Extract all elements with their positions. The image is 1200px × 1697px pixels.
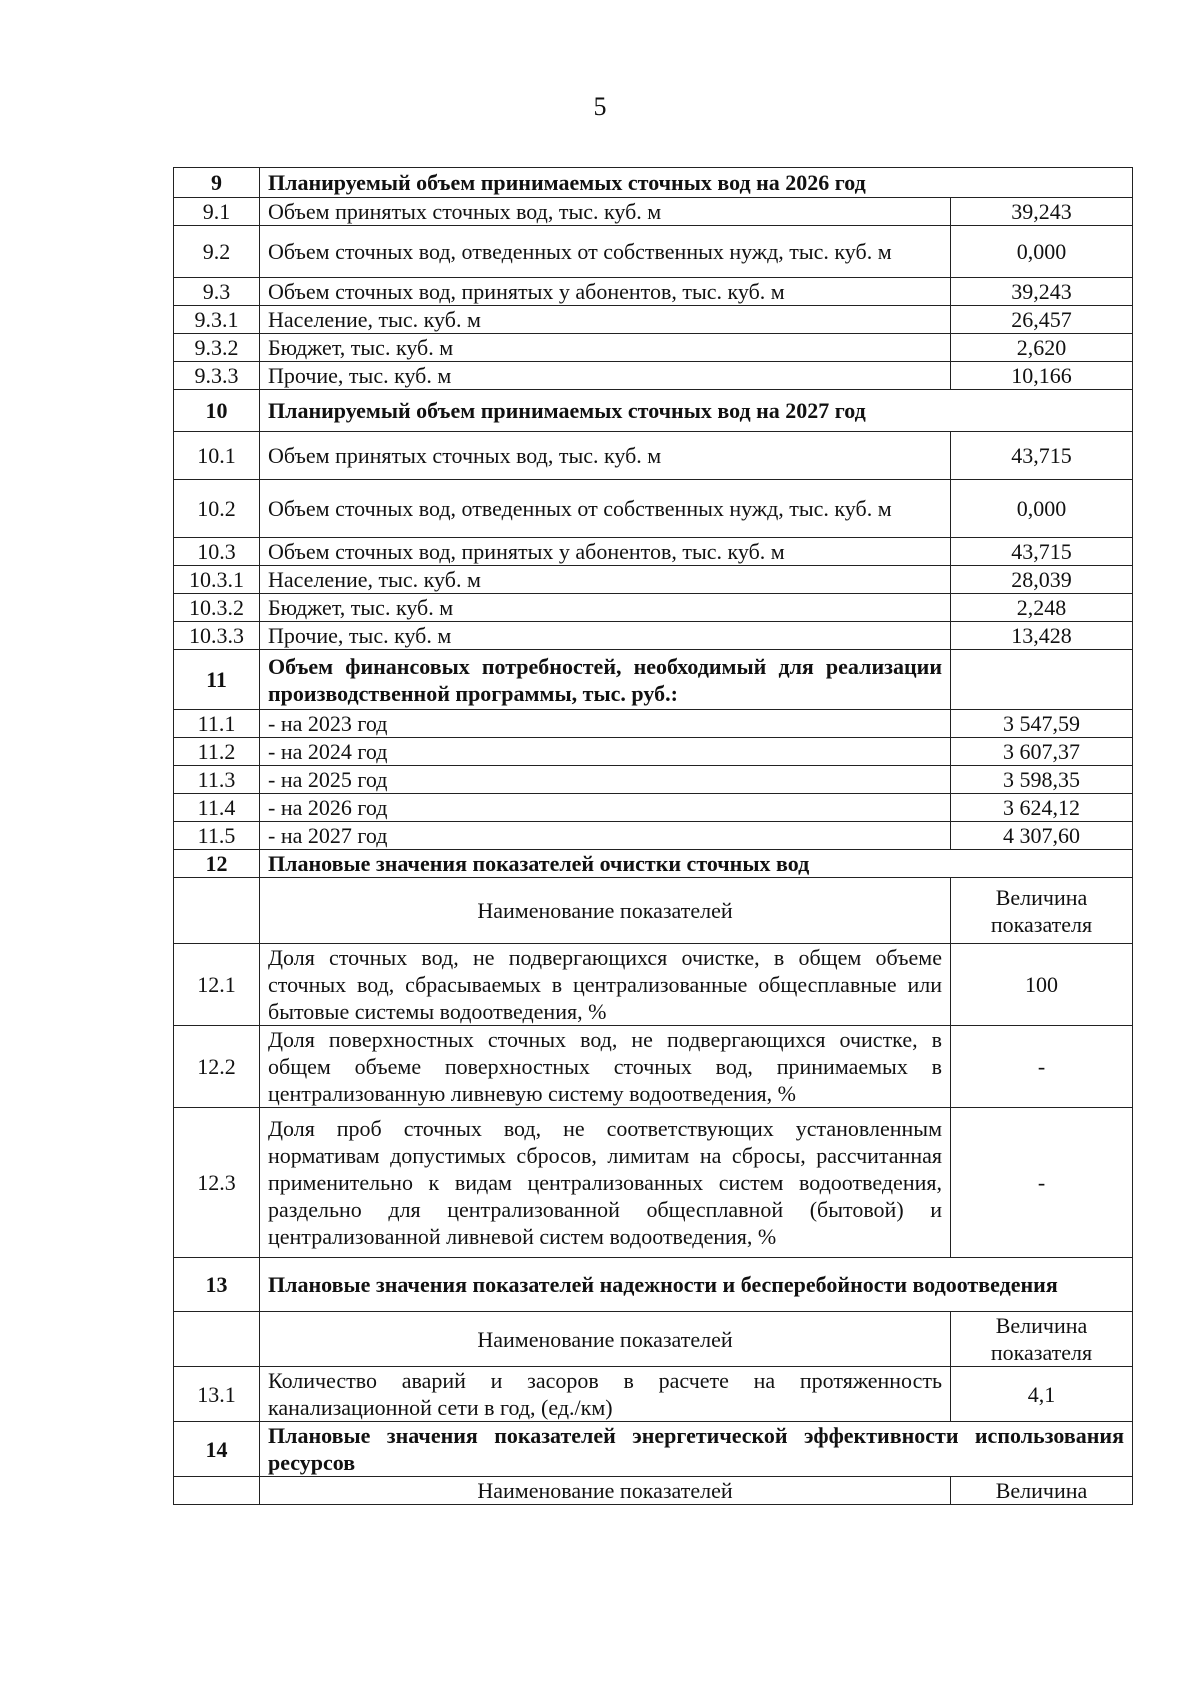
- header-number-empty: [174, 1312, 260, 1367]
- row-label: Население, тыс. куб. м: [260, 566, 951, 594]
- row-number: 9.2: [174, 226, 260, 278]
- section-number: 14: [174, 1422, 260, 1477]
- row-number: 10.3: [174, 538, 260, 566]
- row-label: Объем принятых сточных вод, тыс. куб. м: [260, 432, 951, 480]
- section-row-12: [174, 850, 1133, 878]
- row-label: Прочие, тыс. куб. м: [260, 622, 951, 650]
- row-label: - на 2025 год: [260, 766, 951, 794]
- row-label: Доля сточных вод, не подвергающихся очистке, в общем объеме сточных вод, сбрасываемых в централизованные общесплавные или бытовые системы водоотведения, %: [260, 944, 951, 1026]
- row-label: Бюджет, тыс. куб. м: [260, 334, 951, 362]
- row-number: 10.3.2: [174, 594, 260, 622]
- row-number: 12.2: [174, 1026, 260, 1108]
- row-value: 0,000: [951, 480, 1133, 538]
- section-title: Планируемый объем принимаемых сточных вод на 2026 год: [260, 168, 1133, 198]
- row-number: 10.3.1: [174, 566, 260, 594]
- row-value: 2,620: [951, 334, 1133, 362]
- table-row: [174, 480, 1133, 538]
- section-row-13: [174, 1258, 1133, 1312]
- row-value: 3 598,35: [951, 766, 1133, 794]
- table-row: [174, 1367, 1133, 1422]
- section-number: 12: [174, 850, 260, 878]
- row-number: 12.1: [174, 944, 260, 1026]
- row-label: Объем принятых сточных вод, тыс. куб. м: [260, 198, 951, 226]
- header-row: [174, 878, 1133, 944]
- indicators-table: [173, 167, 1133, 1505]
- row-value: 13,428: [951, 622, 1133, 650]
- row-number: 9.3.3: [174, 362, 260, 390]
- table-row: [174, 362, 1133, 390]
- table-row: [174, 738, 1133, 766]
- row-value: -: [951, 1108, 1133, 1258]
- row-label: Население, тыс. куб. м: [260, 306, 951, 334]
- row-value: 43,715: [951, 432, 1133, 480]
- section-number: 10: [174, 390, 260, 432]
- section-number: 11: [174, 650, 260, 710]
- table-row: [174, 794, 1133, 822]
- section-row-10: [174, 390, 1133, 432]
- section-title: Планируемый объем принимаемых сточных вод на 2027 год: [260, 390, 1133, 432]
- section-value-empty: [951, 650, 1133, 710]
- header-value: Величина показателя: [951, 878, 1133, 944]
- row-value: 3 624,12: [951, 794, 1133, 822]
- section-row-9: [174, 168, 1133, 198]
- row-number: 10.3.3: [174, 622, 260, 650]
- header-row: [174, 1312, 1133, 1367]
- row-number: 9.1: [174, 198, 260, 226]
- row-label: - на 2027 год: [260, 822, 951, 850]
- row-number: 11.2: [174, 738, 260, 766]
- row-value: 3 607,37: [951, 738, 1133, 766]
- section-number: 13: [174, 1258, 260, 1312]
- row-label: - на 2024 год: [260, 738, 951, 766]
- table-row: [174, 306, 1133, 334]
- header-number-empty: [174, 878, 260, 944]
- row-number: 10.1: [174, 432, 260, 480]
- header-name: Наименование показателей: [260, 878, 951, 944]
- row-label: Бюджет, тыс. куб. м: [260, 594, 951, 622]
- table-row: [174, 766, 1133, 794]
- row-value: 3 547,59: [951, 710, 1133, 738]
- header-row: [174, 1477, 1133, 1505]
- row-value: 26,457: [951, 306, 1133, 334]
- row-label: - на 2026 год: [260, 794, 951, 822]
- row-value: 4 307,60: [951, 822, 1133, 850]
- row-value: 100: [951, 944, 1133, 1026]
- header-value: Величина показателя: [951, 1312, 1133, 1367]
- row-number: 9.3.1: [174, 306, 260, 334]
- row-value: 39,243: [951, 278, 1133, 306]
- row-value: 0,000: [951, 226, 1133, 278]
- row-value: 10,166: [951, 362, 1133, 390]
- row-number: 12.3: [174, 1108, 260, 1258]
- header-name: Наименование показателей: [260, 1477, 951, 1505]
- row-number: 11.3: [174, 766, 260, 794]
- row-label: Доля проб сточных вод, не соответствующих установленным нормативам допустимых сбросов, лимитам на сбросы, рассчитанная применительно к видам централизованных систем водоотведения, раздельно для централизованной общесплавной (бытовой) и централизованной ливневой систем водоотведения, %: [260, 1108, 951, 1258]
- section-title: Плановые значения показателей очистки сточных вод: [260, 850, 1133, 878]
- row-number: 13.1: [174, 1367, 260, 1422]
- section-title: Плановые значения показателей надежности и бесперебойности водоотведения: [260, 1258, 1133, 1312]
- section-number: 9: [174, 168, 260, 198]
- section-title: Плановые значения показателей энергетической эффективности использования ресурсов: [260, 1422, 1133, 1477]
- row-value: 4,1: [951, 1367, 1133, 1422]
- header-value: Величина: [951, 1477, 1133, 1505]
- table-row: [174, 538, 1133, 566]
- row-value: -: [951, 1026, 1133, 1108]
- row-value: 43,715: [951, 538, 1133, 566]
- table-row: [174, 710, 1133, 738]
- header-name: Наименование показателей: [260, 1312, 951, 1367]
- table-row: [174, 594, 1133, 622]
- row-label: Количество аварий и засоров в расчете на протяженность канализационной сети в год, (ед./км): [260, 1367, 951, 1422]
- row-value: 39,243: [951, 198, 1133, 226]
- table-row: [174, 198, 1133, 226]
- table-row: [174, 622, 1133, 650]
- row-label: Объем сточных вод, принятых у абонентов, тыс. куб. м: [260, 278, 951, 306]
- table-row: [174, 1108, 1133, 1258]
- row-number: 10.2: [174, 480, 260, 538]
- table-row: [174, 278, 1133, 306]
- row-label: Прочие, тыс. куб. м: [260, 362, 951, 390]
- page-number: 5: [593, 92, 607, 121]
- section-row-11: [174, 650, 1133, 710]
- row-value: 28,039: [951, 566, 1133, 594]
- row-label: Объем сточных вод, принятых у абонентов, тыс. куб. м: [260, 538, 951, 566]
- table-row: [174, 822, 1133, 850]
- row-number: 9.3.2: [174, 334, 260, 362]
- table-row: [174, 566, 1133, 594]
- row-number: 9.3: [174, 278, 260, 306]
- header-number-empty: [174, 1477, 260, 1505]
- row-label: - на 2023 год: [260, 710, 951, 738]
- row-number: 11.1: [174, 710, 260, 738]
- table-row: [174, 1026, 1133, 1108]
- row-value: 2,248: [951, 594, 1133, 622]
- table-row: [174, 334, 1133, 362]
- row-label: Объем сточных вод, отведенных от собственных нужд, тыс. куб. м: [260, 480, 951, 538]
- row-number: 11.5: [174, 822, 260, 850]
- row-label: Объем сточных вод, отведенных от собственных нужд, тыс. куб. м: [260, 226, 951, 278]
- table-row: [174, 432, 1133, 480]
- row-number: 11.4: [174, 794, 260, 822]
- section-title: Объем финансовых потребностей, необходимый для реализации производственной программы, тыс. руб.:: [260, 650, 951, 710]
- row-label: Доля поверхностных сточных вод, не подвергающихся очистке, в общем объеме поверхностных сточных вод, принимаемых в централизованную ливневую систему водоотведения, %: [260, 1026, 951, 1108]
- table-row: [174, 226, 1133, 278]
- section-row-14: [174, 1422, 1133, 1477]
- table-row: [174, 944, 1133, 1026]
